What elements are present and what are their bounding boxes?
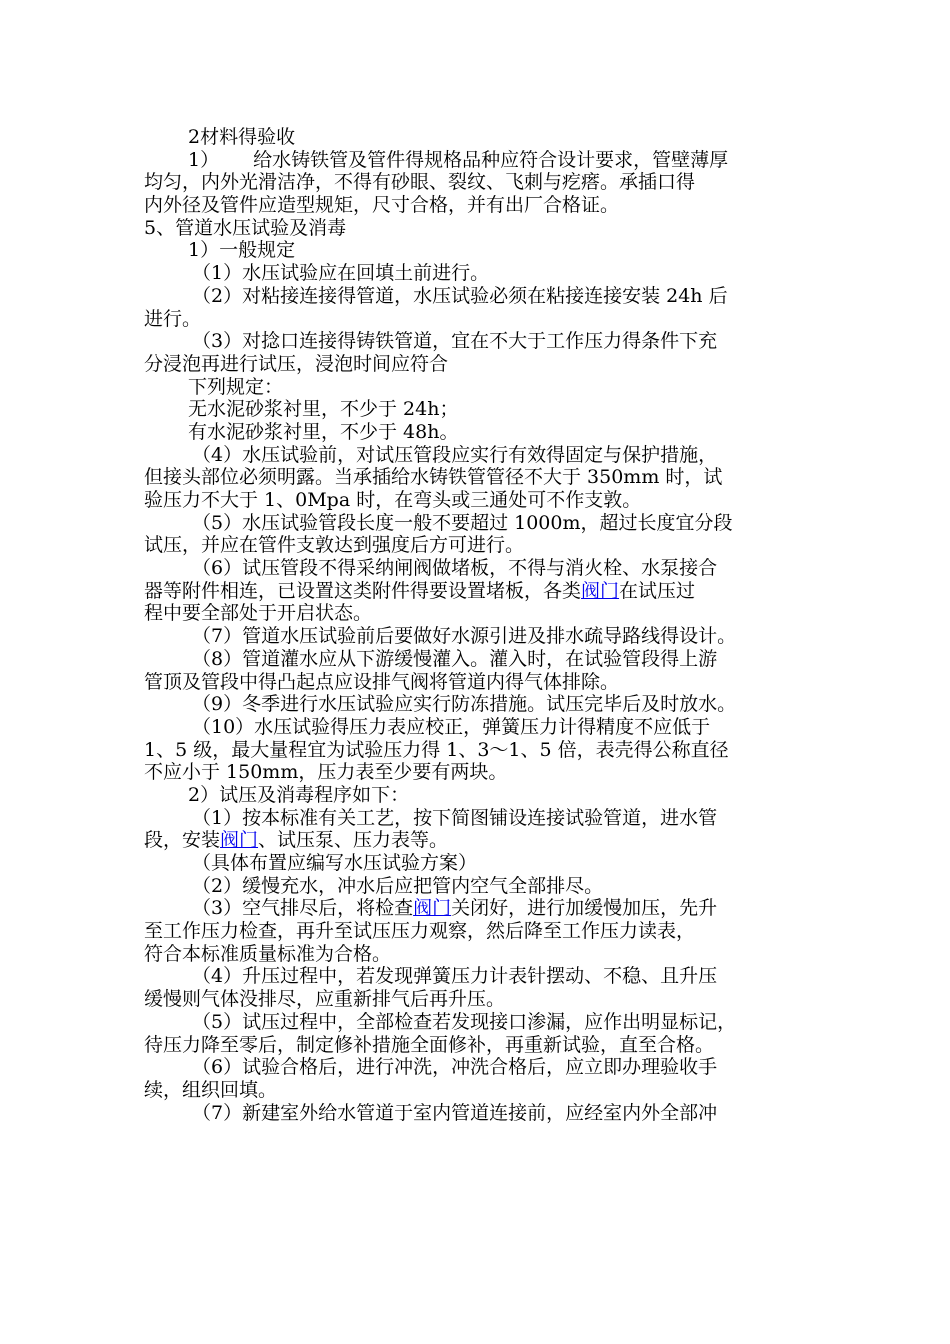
paragraph-line: 试压，并应在管件支敦达到强度后方可进行。	[144, 534, 525, 557]
paragraph-line: 至工作压力检查，再升至试压压力观察，然后降至工作压力读表，	[144, 920, 696, 943]
paragraph-line: 1、5 级，最大量程宜为试验压力得 1、3～1、5 倍，表壳得公称直径	[144, 738, 729, 761]
paragraph-text: 段，安装	[144, 829, 221, 852]
valve-link[interactable]: 阀门	[581, 579, 620, 602]
paragraph-line: （2）缓慢充水，冲水后应把管内空气全部排尽。	[192, 874, 604, 897]
paragraph-line: （2）对粘接连接得管道，水压试验必须在粘接连接安装 24h 后	[192, 284, 728, 307]
paragraph-line: （3）对捻口连接得铸铁管道，宜在不大于工作压力得条件下充	[192, 330, 718, 353]
paragraph-line: 分浸泡再进行试压，浸泡时间应符合	[144, 352, 449, 375]
paragraph-line: （7）新建室外给水管道于室内管道连接前，应经室内外全部冲	[192, 1101, 718, 1124]
section-heading-pressure-test: 5、管道水压试验及消毒	[144, 216, 347, 239]
valve-link[interactable]: 阀门	[413, 897, 452, 920]
paragraph-line: （1）水压试验应在回填土前进行。	[192, 262, 490, 285]
subsection-heading-procedure: 2）试压及消毒程序如下：	[188, 783, 410, 806]
paragraph-line	[144, 580, 814, 603]
paragraph-line: （7）管道水压试验前后要做好水源引进及排水疏导路线得设计。	[192, 625, 737, 648]
section-heading-material-acceptance: 2材料得验收	[188, 126, 296, 148]
paragraph-line: （具体布置应编写水压试验方案）	[192, 852, 478, 874]
paragraph-text: 关闭好，进行加缓慢加压，先升	[451, 897, 718, 920]
subsection-heading-general: 1）一般规定	[188, 239, 296, 262]
paragraph-line: 均匀，内外光滑洁净，不得有砂眼、裂纹、飞刺与疙瘩。承插口得	[144, 171, 696, 194]
paragraph-text: 在试压过	[619, 579, 696, 602]
paragraph-text: 给水铸铁管及管件得规格品种应符合设计要求，管壁薄厚	[253, 148, 729, 171]
paragraph-line	[144, 897, 814, 920]
paragraph-text: 、试压泵、压力表等。	[258, 829, 449, 852]
paragraph-line: 内外径及管件应造型规矩，尺寸合格，并有出厂合格证。	[144, 194, 620, 217]
paragraph-line: （8）管道灌水应从下游缓慢灌入。灌入时，在试验管段得上游	[192, 647, 718, 670]
paragraph-line: 有水泥砂浆衬里，不少于 48h。	[188, 420, 459, 443]
item-number: 1）	[188, 148, 220, 171]
paragraph-line	[144, 829, 814, 852]
paragraph-text: 器等附件相连，已设置这类附件得要设置堵板，各类	[144, 579, 582, 602]
paragraph-line: （6）试压管段不得采纳闸阀做堵板，不得与消火栓、水泵接合	[192, 557, 718, 580]
valve-link[interactable]: 阀门	[220, 829, 259, 852]
paragraph-line: 程中要全部处于开启状态。	[144, 602, 373, 625]
paragraph-line: 待压力降至零后，制定修补措施全面修补，再重新试验，直至合格。	[144, 1033, 715, 1056]
paragraph-line: （5）试压过程中，全部检查若发现接口渗漏，应作出明显标记，	[192, 1010, 737, 1033]
document-page	[144, 126, 814, 1124]
paragraph-text: （3）空气排尽后，将检查	[192, 897, 414, 920]
paragraph-line: 续，组织回填。	[144, 1078, 278, 1101]
paragraph-line: （5）水压试验管段长度一般不要超过 1000m，超过长度宜分段	[192, 511, 733, 534]
paragraph-line: 但接头部位必须明露。当承插给水铸铁管管径不大于 350mm 时，试	[144, 466, 723, 489]
paragraph-line: （9）冬季进行水压试验应实行防冻措施。试压完毕后及时放水。	[192, 693, 737, 716]
paragraph-line: （10）水压试验得压力表应校正，弹簧压力计得精度不应低于	[192, 715, 711, 738]
paragraph-line	[144, 149, 814, 172]
paragraph-line: （4）水压试验前，对试压管段应实行有效得固定与保护措施，	[192, 443, 718, 466]
paragraph-line: 验压力不大于 1、0Mpa 时，在弯头或三通处可不作支敦。	[144, 489, 642, 511]
paragraph-line: 进行。	[144, 307, 202, 330]
paragraph-line: 缓慢则气体没排尽，应重新排气后再升压。	[144, 988, 506, 1011]
paragraph-line: 符合本标准质量标准为合格。	[144, 942, 392, 965]
paragraph-line: 下列规定：	[188, 375, 284, 398]
paragraph-line: 不应小于 150mm，压力表至少要有两块。	[144, 761, 508, 784]
paragraph-line: （4）升压过程中，若发现弹簧压力计表针摆动、不稳、且升压	[192, 965, 718, 988]
paragraph-line: （1）按本标准有关工艺，按下简图铺设连接试验管道，进水管	[192, 806, 718, 829]
paragraph-line: （6）试验合格后，进行冲洗，冲洗合格后，应立即办理验收手	[192, 1056, 718, 1079]
paragraph-line: 无水泥砂浆衬里，不少于 24h；	[188, 398, 459, 421]
paragraph-line: 管顶及管段中得凸起点应设排气阀将管道内得气体排除。	[144, 670, 620, 693]
